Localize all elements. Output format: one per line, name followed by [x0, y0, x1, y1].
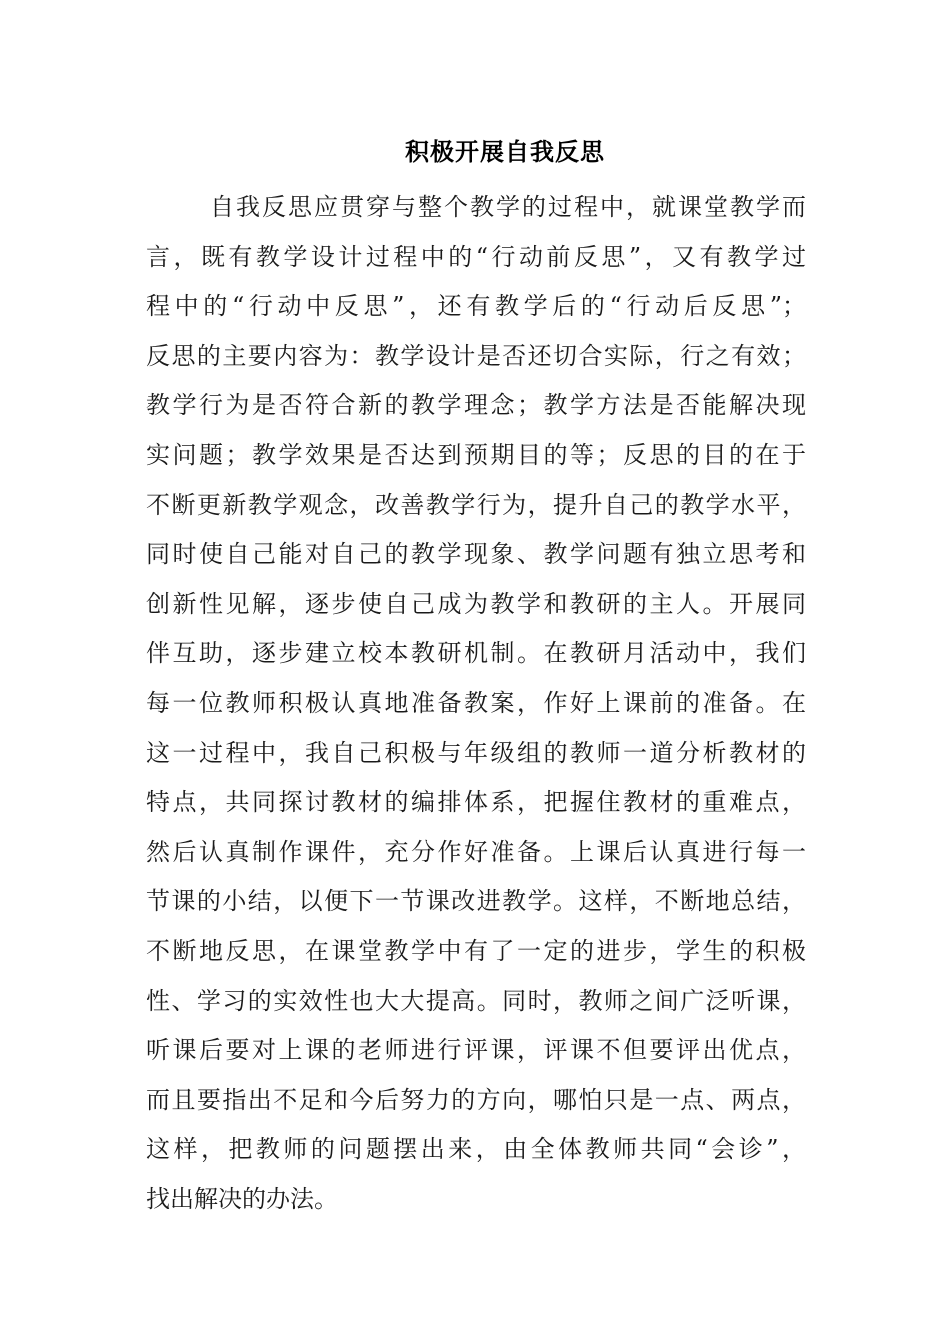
paragraph-line: 每一位教师积极认真地准备教案，作好上课前的准备。在	[146, 688, 806, 717]
paragraph-line: 不断地反思，在课堂教学中有了一定的进步，学生的积极	[146, 936, 806, 965]
paragraph-line: 特点，共同探讨教材的编排体系，把握住教材的重难点，	[146, 788, 806, 817]
paragraph-line: 而且要指出不足和今后努力的方向，哪怕只是一点、两点，	[146, 1085, 806, 1114]
paragraph-line: 这一过程中，我自己积极与年级组的教师一道分析教材的	[146, 738, 806, 767]
paragraph-line: 自我反思应贯穿与整个教学的过程中，就课堂教学而	[210, 193, 806, 221]
paragraph-line: 同时使自己能对自己的教学现象、教学问题有独立思考和	[146, 540, 806, 569]
paragraph-line: 这样，把教师的问题摆出来，由全体教师共同“会诊”，	[146, 1135, 806, 1164]
document-title: 积极开展自我反思	[405, 138, 605, 166]
paragraph-line: 找出解决的办法。	[146, 1184, 338, 1213]
paragraph-line: 节课的小结，以便下一节课改进教学。这样，不断地总结，	[146, 887, 806, 916]
paragraph-line: 教学行为是否符合新的教学理念；教学方法是否能解决现	[146, 391, 806, 420]
paragraph-line: 实问题；教学效果是否达到预期目的等；反思的目的在于	[146, 440, 806, 469]
paragraph-line: 不断更新教学观念，改善教学行为，提升自己的教学水平，	[146, 490, 806, 519]
paragraph-line: 反思的主要内容为：教学设计是否还切合实际，行之有效；	[146, 341, 806, 370]
paragraph-line: 言，既有教学设计过程中的“行动前反思”，又有教学过	[146, 242, 806, 271]
paragraph-line: 听课后要对上课的老师进行评课，评课不但要评出优点，	[146, 1036, 806, 1065]
paragraph-line: 然后认真制作课件，充分作好准备。上课后认真进行每一	[146, 837, 806, 866]
paragraph-line: 程中的“行动中反思”，还有教学后的“行动后反思”；	[146, 292, 806, 321]
paragraph-line: 伴互助，逐步建立校本教研机制。在教研月活动中，我们	[146, 639, 806, 668]
document-body	[146, 183, 806, 1224]
paragraph-line: 创新性见解，逐步使自己成为教学和教研的主人。开展同	[146, 589, 806, 618]
paragraph-line: 性、学习的实效性也大大提高。同时，教师之间广泛听课，	[146, 986, 806, 1015]
